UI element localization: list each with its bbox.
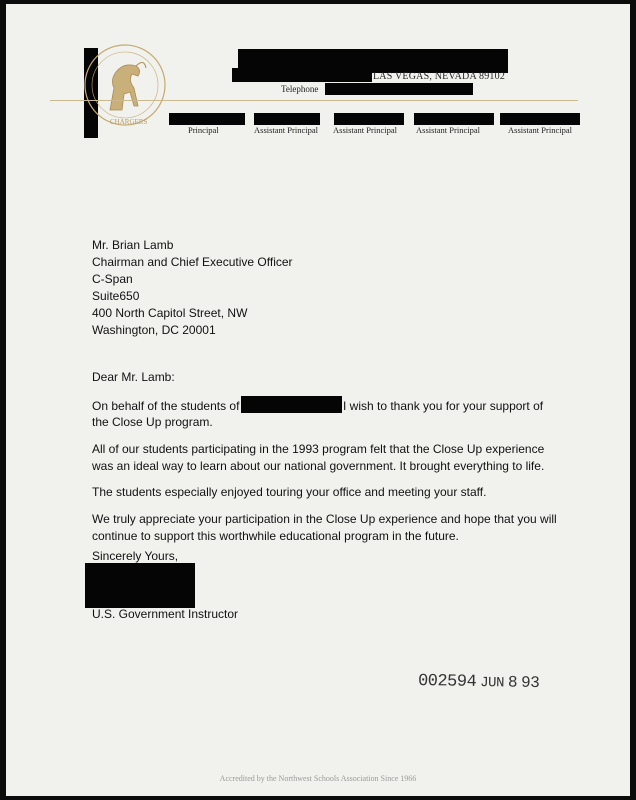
recipient-address <box>92 237 293 339</box>
redacted-block <box>334 113 404 125</box>
paragraph-1-end: I wish to thank you for your support of <box>343 399 544 413</box>
redacted-block <box>325 83 473 95</box>
letterhead-telephone-label: Telephone <box>281 84 319 94</box>
staff-title: Assistant Principal <box>254 125 318 135</box>
svg-text:CHARGERS: CHARGERS <box>110 118 148 126</box>
recipient-city: Washington, DC 20001 <box>92 323 216 337</box>
letterhead-rule <box>50 100 578 101</box>
school-seal-logo <box>80 40 170 130</box>
recipient-title: Chairman and Chief Executive Officer <box>92 255 293 269</box>
signer-title: U.S. Government Instructor <box>92 607 239 621</box>
redacted-block <box>169 113 245 125</box>
staff-title: Assistant Principal <box>333 125 397 135</box>
recipient-name: Mr. Brian Lamb <box>92 238 174 252</box>
recipient-street: 400 North Capitol Street, NW <box>92 306 248 320</box>
staff-title: Assistant Principal <box>508 125 572 135</box>
salutation: Dear Mr. Lamb: <box>92 370 175 384</box>
stamp-number: 002594 <box>417 671 477 692</box>
redacted-school-name <box>241 396 342 413</box>
recipient-suite: Suite650 <box>92 289 140 303</box>
stamp-year: 93 <box>520 673 540 693</box>
letterhead-city: LAS VEGAS, NEVADA 89102 <box>373 71 506 82</box>
staff-title: Principal <box>188 125 219 135</box>
paragraph-2: All of our students participating in the 1993 program felt that the Close Up experience was an ideal way to learn about our national government. It brought everything to life. <box>92 442 545 473</box>
received-date-stamp <box>418 672 540 693</box>
paragraph-3: The students especially enjoyed touring your office and meeting your staff. <box>92 485 487 499</box>
redacted-signature <box>85 563 195 608</box>
recipient-organization: C-Span <box>92 272 133 286</box>
paragraph-1-start: On behalf of the students of <box>92 399 240 413</box>
redacted-block <box>414 113 494 125</box>
redacted-block <box>254 113 320 125</box>
stamp-month: JUN <box>480 675 505 692</box>
redacted-block <box>232 68 372 82</box>
closing: Sincerely Yours, <box>92 549 179 563</box>
paragraph-1-line-2: the Close Up program. <box>92 415 213 429</box>
staff-title: Assistant Principal <box>416 125 480 135</box>
paragraph-4: We truly appreciate your participation in the Close Up experience and hope that you will continue to support this worthwhile educational program in the future. <box>92 512 557 543</box>
redacted-block <box>500 113 580 125</box>
stamp-day: 8 <box>507 673 518 692</box>
accreditation-footer: Accredited by the Northwest Schools Association Since 1966 <box>219 774 417 783</box>
